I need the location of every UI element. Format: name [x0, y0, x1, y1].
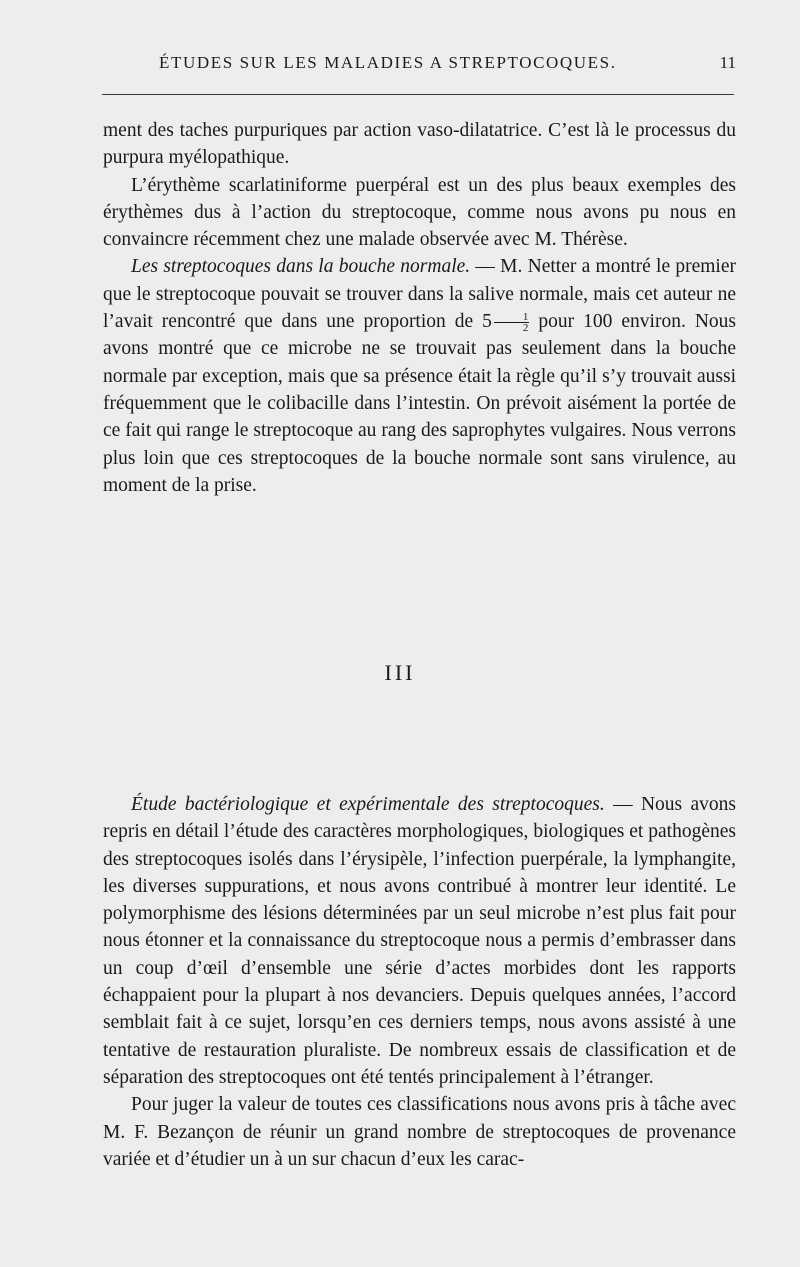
paragraph-classifications: Pour juger la valeur de toutes ces classifications nous avons pris à tâche avec M. F. Bezançon de réunir un grand nombre de streptocoques de provenance variée et d’étudier un à un sur chacun d’eux les carac-: [103, 1094, 736, 1170]
paragraph-etude-bacteriologique: [103, 791, 736, 1091]
paragraph-streptocoques-bouche: [103, 253, 736, 499]
text-block-upper: [103, 117, 736, 499]
page-header: [102, 48, 736, 78]
running-title: ÉTUDES SUR LES MALADIES A STREPTOCOQUES.: [159, 53, 617, 72]
section-number: III: [384, 660, 416, 685]
paragraph-body-bouche-normale: — M. Netter a montré le premier que le streptocoque pouvait se trouver dans la salive normale, mais cet auteur ne l’avait rencontré que dans une proportion de 5: [103, 256, 736, 333]
paragraph-erytheme-scarlatiniforme: L’érythème scarlatiniforme puerpéral est un des plus beaux exemples des érythèmes dus à l’action du streptocoque, comme nous avons pu nous en convaincre récemment chez une malade observée avec M. Thérèse.: [103, 174, 736, 251]
header-rule: [102, 94, 734, 95]
fraction-numerator: 1: [494, 312, 530, 323]
paragraph-heading-etude-bacteriologique: Étude bactériologique et expérimentale des streptocoques.: [131, 794, 605, 815]
fraction-one-half: [494, 312, 530, 333]
paragraph-body-etude-bacteriologique: — Nous avons repris en détail l’étude des caractères morphologiques, biologiques et pathogènes des streptocoques isolés dans l’érysipèle, l’infection puerpérale, la lymphangite, les diverses suppurations, et nous avons contribué à montrer leur identité. Le polymorphisme des lésions déterminées par un seul microbe n’est plus fait pour nous étonner et la connaissance du streptocoque nous a permis d’embrasser dans un coup d’œil d’ensemble une série d’actes morbides dont les rapports échappaient pour la plupart à nos devanciers. Depuis quelques années, l’accord semblait fait à ce sujet, lorsqu’en ces derniers temps, nous avons assisté à une tentative de restauration pluraliste. De nombreux essais de classification et de séparation des streptocoques ont été tentés principalement à l’étranger.: [103, 794, 736, 1088]
page-number: 11: [719, 53, 736, 72]
text-block-lower: [103, 791, 736, 1173]
fraction-denominator: 2: [522, 322, 529, 335]
paragraph-heading-bouche-normale: Les streptocoques dans la bouche normale.: [131, 256, 471, 278]
paragraph-purpura-continued: ment des taches purpuriques par action vaso-dilatatrice. C’est là le processus du purpura myélopathique.: [103, 120, 736, 169]
paragraph-body-bouche-normale-rest: pour 100 environ. Nous avons montré que ce microbe ne se trouvait pas seulement dans la bouche normale par exception, mais que sa présence était la règle qu’il s’y trouvait aussi fréquemment que le colibacille dans l’intestin. On prévoit aisément la portée de ce fait qui range le streptocoque au rang des saprophytes vulgaires. Nous verrons plus loin que ces streptocoques de la bouche normale sont sans virulence, au moment de la prise.: [103, 311, 736, 496]
